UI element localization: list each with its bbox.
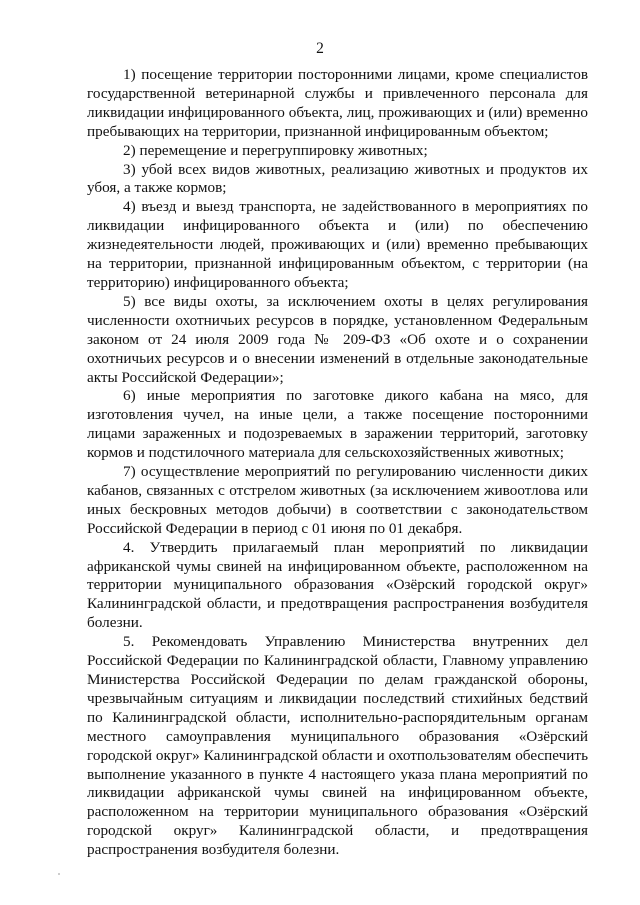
paragraph-clause-4: 4. Утвердить прилагаемый план мероприятий по ликвидации африканской чумы свиней на инфицированном объекте, расположенном на территории муниципального образования «Озёрский городской округ» Калининградской области, и предотвращения распространения возбудителя болезни.: [87, 538, 588, 632]
document-body: [87, 66, 588, 860]
paragraph-item-1: 1) посещение территории посторонними лицами, кроме специалистов государственной ветеринарной службы и привлеченного персонала для ликвидации инфицированного объекта, лиц, проживающих и (или) временно пребывающих на территории, признанной инфицированным объектом;: [87, 66, 588, 140]
scan-speck: [58, 873, 60, 875]
paragraph-item-4: 4) въезд и выезд транспорта, не задействованного в мероприятиях по ликвидации инфицированного объекта и (или) по обеспечению жизнедеятельности людей, проживающих и (или) временно пребывающих на территории, признанной инфицированным объектом, с территории (на территорию) инфицированного объекта;: [87, 198, 588, 291]
paragraph-item-7: 7) осуществление мероприятий по регулированию численности диких кабанов, связанных с отстрелом животных (за исключением живоотлова или иных бескровных методов добычи) в соответствии с законодательством Российской Федерации в период с 01 июня по 01 декабря.: [87, 463, 588, 537]
paragraph-item-2: 2) перемещение и перегруппировку животных;: [123, 141, 428, 159]
paragraph-item-5: 5) все виды охоты, за исключением охоты в целях регулирования численности охотничьих ресурсов в порядке, установленном Федеральным законом от 24 июля 2009 года № 209-ФЗ «Об охоте и о сохранении охотничьих ресурсов и о внесении изменений в отдельные законодательные акты Российской Федерации»;: [87, 292, 588, 386]
paragraph-clause-5: 5. Рекомендовать Управлению Министерства внутренних дел Российской Федерации по Калининградской области, Главному управлению Министерства Российской Федерации по делам гражданской обороны, чрезвычайным ситуациям и ликвидации последствий стихийных бедствий по Калининградской области, исполнительно-распорядительным органам местного самоуправления муниципального образования «Озёрский городской округ» Калининградской области и охотпользователям обеспечить выполнение указанного в пункте 4 настоящего указа плана мероприятий по ликвидации африканской чумы свиней на инфицированном объекте, расположенном на территории муниципального образования «Озёрский городской округ» Калининградской области, и предотвращения распространения возбудителя болезни.: [87, 633, 588, 859]
page-number: 2: [316, 40, 324, 57]
paragraph-item-3: 3) убой всех видов животных, реализацию животных и продуктов их убоя, а также кормов;: [87, 160, 588, 197]
paragraph-item-6: 6) иные мероприятия по заготовке дикого кабана на мясо, для изготовления чучел, на иные цели, а также посещение посторонними лицами зараженных и подозреваемых в заражении территорий, заготовку кормов и подстилочного материала для сельскохозяйственных животных;: [87, 387, 588, 462]
